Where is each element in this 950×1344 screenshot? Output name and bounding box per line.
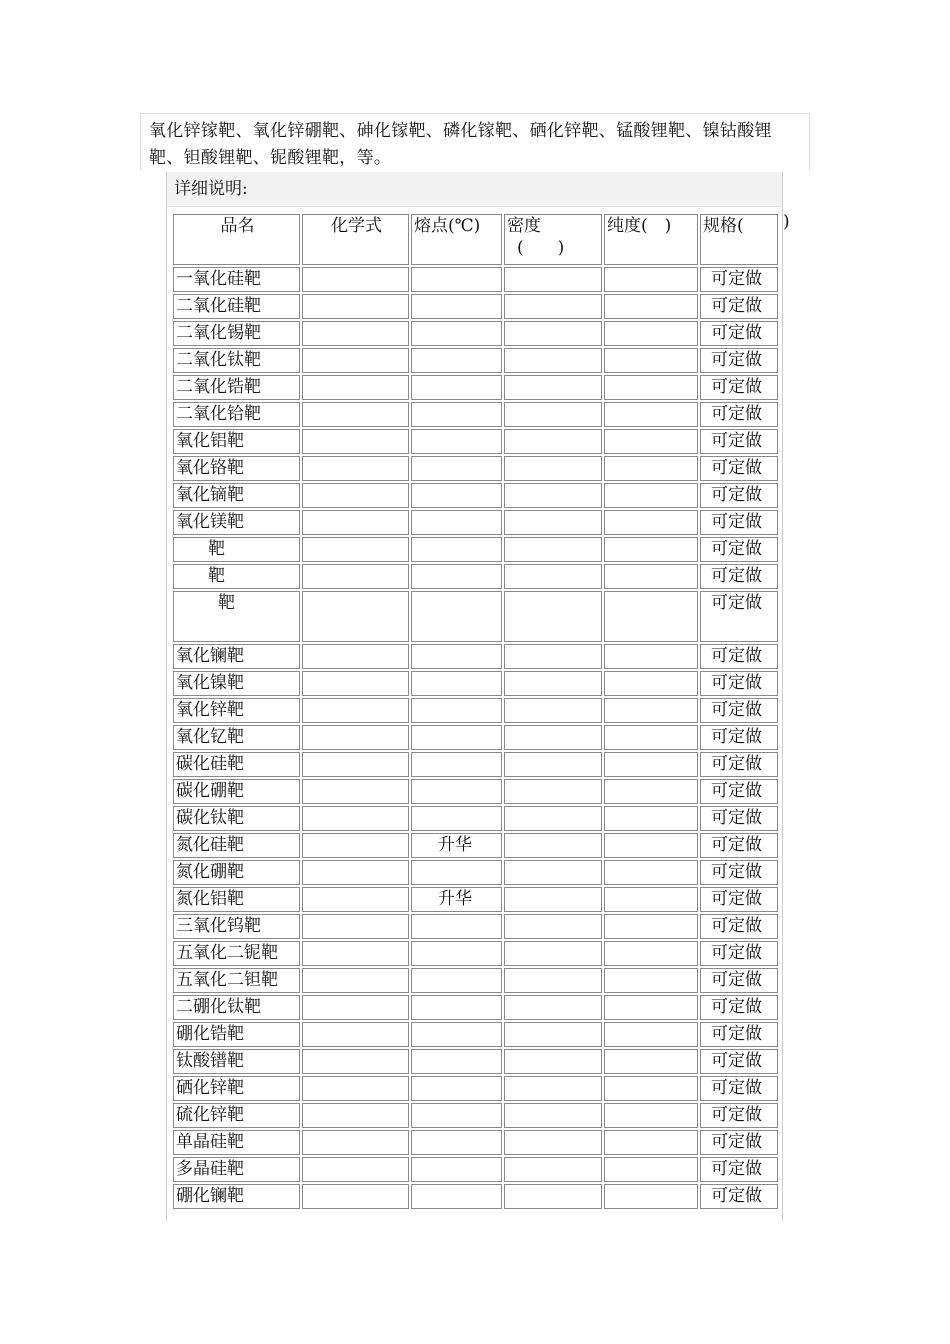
cell-density — [504, 833, 602, 858]
table-row — [173, 375, 778, 400]
cell-spec: 可定做 — [700, 887, 778, 912]
cell-melting-point — [411, 537, 502, 562]
table-row — [173, 1157, 778, 1182]
cell-density — [504, 887, 602, 912]
cell-name: 碳化硼靶 — [173, 779, 300, 804]
cell-density — [504, 456, 602, 481]
header-melting-point: 熔点(℃) — [411, 214, 502, 265]
cell-density — [504, 429, 602, 454]
table-row — [173, 591, 778, 642]
cell-density — [504, 321, 602, 346]
cell-purity — [604, 375, 698, 400]
table-row — [173, 348, 778, 373]
cell-formula — [302, 483, 409, 508]
cell-purity — [604, 644, 698, 669]
header-spec: 规格( — [700, 214, 778, 265]
cell-formula — [302, 752, 409, 777]
table-row — [173, 833, 778, 858]
cell-purity — [604, 267, 698, 292]
table-row — [173, 995, 778, 1020]
cell-spec: 可定做 — [700, 1022, 778, 1047]
cell-purity — [604, 429, 698, 454]
cell-melting-point — [411, 429, 502, 454]
cell-formula — [302, 1022, 409, 1047]
table-row — [173, 698, 778, 723]
cell-name: 氮化铝靶 — [173, 887, 300, 912]
cell-melting-point — [411, 644, 502, 669]
cell-melting-point — [411, 698, 502, 723]
table-row — [173, 1103, 778, 1128]
cell-formula — [302, 267, 409, 292]
cell-formula — [302, 941, 409, 966]
header-density — [504, 214, 602, 265]
cell-spec: 可定做 — [700, 267, 778, 292]
cell-density — [504, 1022, 602, 1047]
cell-purity — [604, 806, 698, 831]
cell-melting-point — [411, 483, 502, 508]
cell-melting-point — [411, 1022, 502, 1047]
cell-formula — [302, 887, 409, 912]
cell-melting-point — [411, 402, 502, 427]
cell-melting-point — [411, 779, 502, 804]
table-header-row — [173, 214, 778, 265]
cell-name: 五氧化二铌靶 — [173, 941, 300, 966]
cell-purity — [604, 995, 698, 1020]
cell-melting-point — [411, 725, 502, 750]
cell-density — [504, 564, 602, 589]
cell-melting-point — [411, 914, 502, 939]
cell-name: 五氧化二钽靶 — [173, 968, 300, 993]
cell-purity — [604, 698, 698, 723]
table-row — [173, 402, 778, 427]
cell-purity — [604, 591, 698, 642]
cell-melting-point — [411, 510, 502, 535]
table-row — [173, 1022, 778, 1047]
cell-spec: 可定做 — [700, 752, 778, 777]
cell-spec: 可定做 — [700, 1076, 778, 1101]
cell-melting-point — [411, 564, 502, 589]
cell-melting-point — [411, 1184, 502, 1209]
cell-density — [504, 294, 602, 319]
cell-name: 氧化镁靶 — [173, 510, 300, 535]
cell-spec: 可定做 — [700, 483, 778, 508]
cell-formula — [302, 348, 409, 373]
cell-purity — [604, 671, 698, 696]
cell-formula — [302, 510, 409, 535]
cell-purity — [604, 1076, 698, 1101]
cell-formula — [302, 968, 409, 993]
cell-density — [504, 995, 602, 1020]
table-row — [173, 429, 778, 454]
cell-formula — [302, 995, 409, 1020]
cell-spec: 可定做 — [700, 537, 778, 562]
table-row — [173, 1076, 778, 1101]
cell-spec: 可定做 — [700, 564, 778, 589]
cell-melting-point — [411, 591, 502, 642]
cell-density — [504, 402, 602, 427]
cell-name: 钛酸镨靶 — [173, 1049, 300, 1074]
cell-density — [504, 914, 602, 939]
cell-name: 二硼化钛靶 — [173, 995, 300, 1020]
cell-name: 二氧化钛靶 — [173, 348, 300, 373]
cell-purity — [604, 914, 698, 939]
cell-purity — [604, 321, 698, 346]
cell-spec: 可定做 — [700, 671, 778, 696]
header-formula: 化学式 — [302, 214, 409, 265]
table-row — [173, 914, 778, 939]
cell-spec: 可定做 — [700, 995, 778, 1020]
cell-melting-point: 升华 — [411, 887, 502, 912]
cell-density — [504, 644, 602, 669]
cell-formula — [302, 456, 409, 481]
cell-formula — [302, 564, 409, 589]
intro-paragraph: 氧化锌镓靶、氧化锌硼靶、砷化镓靶、磷化镓靶、硒化锌靶、锰酸锂靶、镍钴酸锂靶、钽酸锂靶、铌酸锂靶，等。 — [140, 113, 810, 170]
cell-spec: 可定做 — [700, 725, 778, 750]
table-row — [173, 267, 778, 292]
cell-density — [504, 779, 602, 804]
cell-density — [504, 348, 602, 373]
cell-formula — [302, 1049, 409, 1074]
cell-spec: 可定做 — [700, 698, 778, 723]
cell-formula — [302, 806, 409, 831]
cell-name: 硒化锌靶 — [173, 1076, 300, 1101]
cell-formula — [302, 1076, 409, 1101]
cell-purity — [604, 564, 698, 589]
cell-formula — [302, 644, 409, 669]
cell-spec: 可定做 — [700, 1103, 778, 1128]
cell-name: 碳化钛靶 — [173, 806, 300, 831]
cell-purity — [604, 1103, 698, 1128]
cell-purity — [604, 1157, 698, 1182]
header-density-unit: ( ) — [517, 238, 565, 258]
table-row — [173, 968, 778, 993]
cell-density — [504, 1184, 602, 1209]
cell-melting-point — [411, 321, 502, 346]
cell-purity — [604, 294, 698, 319]
details-panel — [166, 172, 783, 1222]
cell-purity — [604, 483, 698, 508]
cell-density — [504, 1130, 602, 1155]
cell-name: 靶 — [173, 591, 300, 642]
product-table — [171, 212, 780, 1211]
cell-spec: 可定做 — [700, 429, 778, 454]
header-density-label: 密度 — [507, 216, 541, 236]
cell-purity — [604, 968, 698, 993]
cell-formula — [302, 1157, 409, 1182]
cell-spec: 可定做 — [700, 914, 778, 939]
cell-formula — [302, 294, 409, 319]
cell-name: 氧化铬靶 — [173, 456, 300, 481]
cell-name: 二氧化铪靶 — [173, 402, 300, 427]
cell-purity — [604, 456, 698, 481]
cell-density — [504, 375, 602, 400]
cell-name: 氧化锌靶 — [173, 698, 300, 723]
table-row — [173, 752, 778, 777]
cell-name: 硼化锆靶 — [173, 1022, 300, 1047]
table-row — [173, 483, 778, 508]
cell-spec: 可定做 — [700, 941, 778, 966]
cell-name: 靶 — [173, 537, 300, 562]
cell-formula — [302, 779, 409, 804]
table-row — [173, 294, 778, 319]
cell-formula — [302, 537, 409, 562]
cell-melting-point — [411, 1049, 502, 1074]
cell-melting-point — [411, 1076, 502, 1101]
cell-melting-point — [411, 752, 502, 777]
cell-spec: 可定做 — [700, 968, 778, 993]
cell-spec: 可定做 — [700, 456, 778, 481]
cell-name: 硫化锌靶 — [173, 1103, 300, 1128]
cell-melting-point — [411, 968, 502, 993]
cell-name: 硼化镧靶 — [173, 1184, 300, 1209]
cell-density — [504, 860, 602, 885]
table-row — [173, 1184, 778, 1209]
cell-spec: 可定做 — [700, 644, 778, 669]
cell-density — [504, 968, 602, 993]
cell-melting-point — [411, 267, 502, 292]
cell-density — [504, 698, 602, 723]
table-row — [173, 671, 778, 696]
cell-name: 多晶硅靶 — [173, 1157, 300, 1182]
cell-spec: 可定做 — [700, 375, 778, 400]
cell-spec: 可定做 — [700, 591, 778, 642]
cell-density — [504, 671, 602, 696]
cell-density — [504, 510, 602, 535]
cell-melting-point — [411, 375, 502, 400]
cell-spec: 可定做 — [700, 1184, 778, 1209]
table-row — [173, 725, 778, 750]
cell-name: 氧化铝靶 — [173, 429, 300, 454]
cell-purity — [604, 402, 698, 427]
cell-melting-point — [411, 941, 502, 966]
cell-density — [504, 1103, 602, 1128]
cell-name: 靶 — [173, 564, 300, 589]
table-row — [173, 941, 778, 966]
cell-melting-point — [411, 294, 502, 319]
cell-purity — [604, 1130, 698, 1155]
cell-purity — [604, 752, 698, 777]
cell-purity — [604, 887, 698, 912]
cell-density — [504, 1076, 602, 1101]
cell-formula — [302, 833, 409, 858]
cell-purity — [604, 1022, 698, 1047]
cell-melting-point — [411, 806, 502, 831]
cell-name: 氮化硅靶 — [173, 833, 300, 858]
cell-formula — [302, 860, 409, 885]
cell-purity — [604, 510, 698, 535]
cell-spec: 可定做 — [700, 321, 778, 346]
cell-density — [504, 591, 602, 642]
cell-name: 氧化镧靶 — [173, 644, 300, 669]
cell-formula — [302, 321, 409, 346]
cell-spec: 可定做 — [700, 402, 778, 427]
cell-density — [504, 941, 602, 966]
cell-density — [504, 1049, 602, 1074]
table-row — [173, 537, 778, 562]
cell-melting-point — [411, 995, 502, 1020]
cell-formula — [302, 725, 409, 750]
cell-spec: 可定做 — [700, 1049, 778, 1074]
cell-formula — [302, 698, 409, 723]
cell-density — [504, 806, 602, 831]
cell-melting-point — [411, 1103, 502, 1128]
cell-purity — [604, 1184, 698, 1209]
cell-spec: 可定做 — [700, 1130, 778, 1155]
cell-name: 氧化镝靶 — [173, 483, 300, 508]
cell-spec: 可定做 — [700, 779, 778, 804]
cell-formula — [302, 375, 409, 400]
header-purity: 纯度( ) — [604, 214, 698, 265]
cell-name: 二氧化硅靶 — [173, 294, 300, 319]
cell-spec: 可定做 — [700, 860, 778, 885]
cell-spec: 可定做 — [700, 806, 778, 831]
cell-melting-point — [411, 671, 502, 696]
cell-density — [504, 483, 602, 508]
table-row — [173, 860, 778, 885]
cell-formula — [302, 671, 409, 696]
cell-purity — [604, 725, 698, 750]
cell-name: 二氧化锆靶 — [173, 375, 300, 400]
cell-density — [504, 267, 602, 292]
cell-formula — [302, 429, 409, 454]
cell-melting-point — [411, 1130, 502, 1155]
cell-purity — [604, 1049, 698, 1074]
table-row — [173, 321, 778, 346]
cell-formula — [302, 591, 409, 642]
cell-name: 氧化镍靶 — [173, 671, 300, 696]
cell-purity — [604, 348, 698, 373]
header-name: 品名 — [173, 214, 300, 265]
table-row — [173, 1130, 778, 1155]
cell-density — [504, 1157, 602, 1182]
table-row — [173, 1049, 778, 1074]
cell-melting-point: 升华 — [411, 833, 502, 858]
cell-spec: 可定做 — [700, 1157, 778, 1182]
cell-formula — [302, 1103, 409, 1128]
table-row — [173, 564, 778, 589]
header-spec-close: ) — [783, 212, 790, 232]
cell-name: 氧化钇靶 — [173, 725, 300, 750]
cell-purity — [604, 860, 698, 885]
cell-name: 三氧化钨靶 — [173, 914, 300, 939]
cell-melting-point — [411, 1157, 502, 1182]
cell-purity — [604, 833, 698, 858]
cell-density — [504, 537, 602, 562]
table-row — [173, 644, 778, 669]
cell-spec: 可定做 — [700, 348, 778, 373]
cell-melting-point — [411, 456, 502, 481]
cell-spec: 可定做 — [700, 294, 778, 319]
cell-melting-point — [411, 348, 502, 373]
cell-name: 一氧化硅靶 — [173, 267, 300, 292]
cell-density — [504, 725, 602, 750]
cell-formula — [302, 1184, 409, 1209]
cell-purity — [604, 941, 698, 966]
cell-spec: 可定做 — [700, 510, 778, 535]
panel-title: 详细说明: — [167, 172, 782, 207]
cell-name: 单晶硅靶 — [173, 1130, 300, 1155]
cell-formula — [302, 1130, 409, 1155]
cell-melting-point — [411, 860, 502, 885]
cell-purity — [604, 537, 698, 562]
cell-name: 氮化硼靶 — [173, 860, 300, 885]
cell-name: 碳化硅靶 — [173, 752, 300, 777]
cell-density — [504, 752, 602, 777]
table-row — [173, 510, 778, 535]
cell-formula — [302, 402, 409, 427]
cell-name: 二氧化锡靶 — [173, 321, 300, 346]
table-row — [173, 806, 778, 831]
cell-purity — [604, 779, 698, 804]
table-row — [173, 887, 778, 912]
table-row — [173, 779, 778, 804]
table-row — [173, 456, 778, 481]
cell-spec: 可定做 — [700, 833, 778, 858]
cell-formula — [302, 914, 409, 939]
